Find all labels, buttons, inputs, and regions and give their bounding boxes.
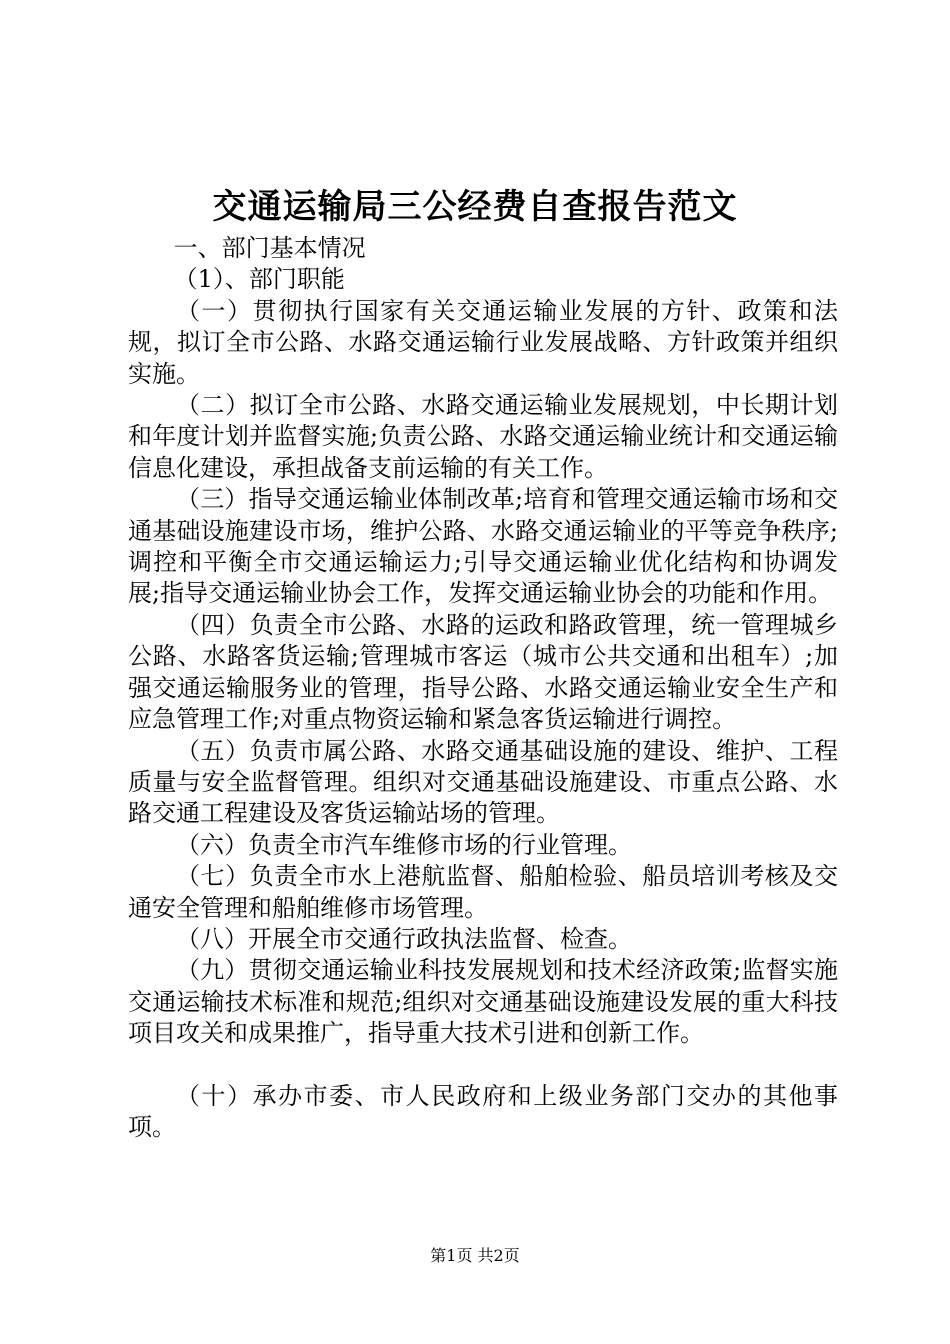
paragraph-3: （三）指导交通运输业体制改革;培育和管理交通运输市场和交通基础设施建设市场，维护公路、水路交通运输业的平等竞争秩序;调控和平衡全市交通运输运力;引导交通运输业优化结构和协调发展;指导交通运输业协会工作，发挥交通运输业协会的功能和作用。: [128, 485, 838, 608]
page-footer: 第1页 共2页: [430, 1246, 520, 1265]
paragraph-1: （一）贯彻执行国家有关交通运输业发展的方针、政策和法规，拟订全市公路、水路交通运输行业发展战略、方针政策并组织实施。: [128, 296, 838, 388]
document-body: [128, 233, 838, 1143]
paragraph-9: （九）贯彻交通运输业科技发展规划和技术经济政策;监督实施交通运输技术标准和规范;组织对交通基础设施建设发展的重大科技项目攻关和成果推广，指导重大技术引进和创新工作。: [128, 956, 838, 1048]
document-title: 交通运输局三公经费自查报告范文: [212, 187, 738, 227]
paragraph-7: （七）负责全市水上港航监督、船舶检验、船员培训考核及交通安全管理和船舶维修市场管理。: [128, 862, 838, 922]
paragraph-4: （四）负责全市公路、水路的运政和路政管理，统一管理城乡公路、水路客货运输;管理城市客运（城市公共交通和出租车）;加强交通运输服务业的管理，指导公路、水路交通运输业安全生产和应急管理工作;对重点物资运输和紧急客货运输进行调控。: [128, 610, 838, 734]
sub-heading: （1）、部门职能: [173, 265, 345, 294]
paragraph-6: （六）负责全市汽车维修市场的行业管理。: [176, 830, 632, 859]
paragraph-10: （十）承办市委、市人民政府和上级业务部门交办的其他事项。: [128, 1081, 838, 1141]
paragraph-2: （二）拟订全市公路、水路交通运输业发展规划，中长期计划和年度计划并监督实施;负责公路、水路交通运输业统计和交通运输信息化建设，承担战备支前运输的有关工作。: [128, 391, 838, 482]
section-heading: 一、部门基本情况: [173, 234, 366, 262]
paragraph-8: （八）开展全市交通行政执法监督、检查。: [176, 924, 632, 953]
paragraph-5: （五）负责市属公路、水路交通基础设施的建设、维护、工程质量与安全监督管理。组织对交通基础设施建设、市重点公路、水路交通工程建设及客货运输站场的管理。: [128, 736, 838, 828]
